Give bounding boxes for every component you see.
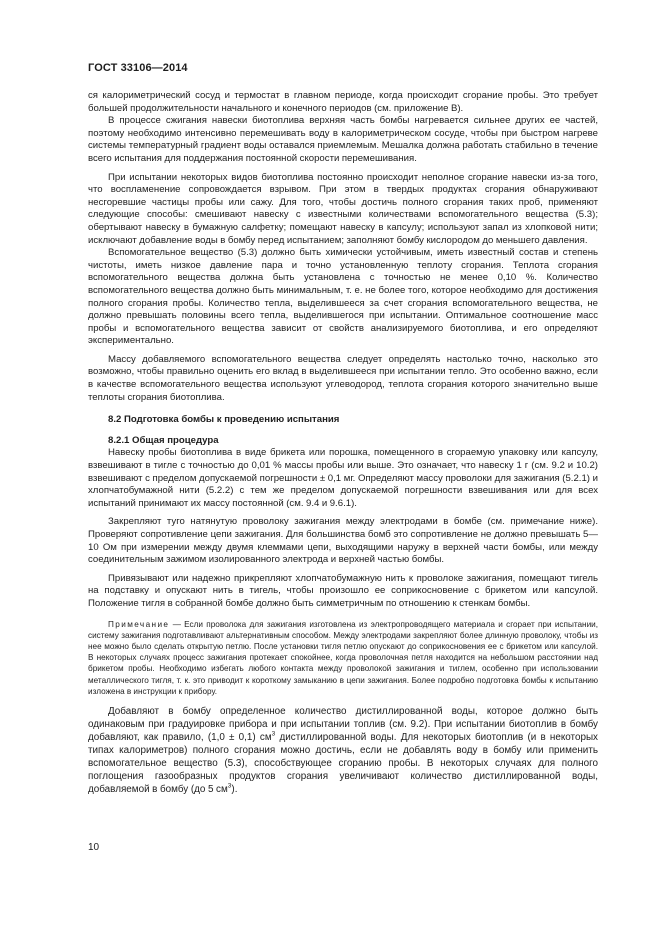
paragraph-distilled-water xyxy=(88,705,598,796)
section-heading-8-2-1: 8.2.1 Общая процедура xyxy=(108,434,219,446)
superscript-cubic-2: 3 xyxy=(227,782,232,790)
paragraph-stirring: В процессе сжигания навески биотоплива верхняя часть бомбы нагревается сильнее других ее частей, поэтому необходимо интенсивно перемешивать воду в калориметрическом сосуде, чтобы при быстром нагреве системы температурный градиент воды оставался приемлемым. Мешалка должна работать стабильно в течение всего испытания для поддержания постоянной скорости перемешивания. xyxy=(88,115,598,164)
paragraph-auxiliary-mass: Массу добавляемого вспомогательного вещества следует определять настолько точно, насколько это возможно, чтобы правильно оценить его вклад в выделившееся при испытании тепло. Это особенно важно, если в качестве вспомогательного вещества используют углеводород, теплота сгорания которого значительно выше теплоты сгорания биотоплива. xyxy=(88,353,598,403)
paragraph-sample-weighing: Навеску пробы биотоплива в виде брикета или порошка, помещенного в сгораемую упаковку или капсулу, взвешивают в тигле с точностью до 0,01 % массы пробы или выше. Это означает, что навеску 1 г (см. 9.2 и 10.2) взвешивают с пределом допускаемой погрешности ± 0,1 мг. Определяют массу проволоки для зажигания (5.2.1) и хлопчатобумажной нити (5.2.2) с тем же пределом допускаемой погрешности взвешивания или для всех испытаний принимают их массу постоянной (см. 9.4 и 9.6.1). xyxy=(88,447,598,509)
paragraph-continuation: ся калориметрический сосуд и термостат в главном периоде, когда происходит сгорание пробы. Это требует большей продолжительности начального и конечного периодов (см. приложение В). xyxy=(88,90,598,114)
paragraph-distilled-water-part-c: ). xyxy=(231,783,238,795)
paragraph-ignition-wire: Закрепляют туго натянутую проволоку зажигания между электродами в бомбе (см. примечание ниже). Проверяют сопротивление цепи зажигания. Для большинства бомб это сопротивление не должно превышать 5—10 Ом при измерении между двумя клеммами цепи, выходящими наружу в верхней части бомбы, или между соединительным зажимом изолированного электрода и верхней частью бомбы. xyxy=(88,516,598,566)
paragraph-distilled-water-part-a: Добавляют в бомбу определенное количество дистиллированной воды, которое должно быть одинаковым при градуировке прибора и при испытании топлив (см. 9.2). При испытании биотоплив в бомбу добавляют, как правило, (1,0 ± 0,1) см xyxy=(88,705,598,743)
superscript-cubic: 3 xyxy=(271,730,276,738)
paragraph-auxiliary-substance: Вспомогательное вещество (5.3) должно быть химически устойчивым, иметь известный состав и степень чистоты, иметь низкое давление пара и точно установленную теплоту сгорания. Теплота сгорания вспомогательного вещества должна быть установлена с точностью не менее 0,10 %. Количество вспомогательного вещества должно быть минимальным, т. е. не более того, которое необходимо для достижения полного сгорания пробы. Количество тепла, выделившееся за счет сгорания вспомогательного вещества, не должно превышать половины всего тепла, выделившегося при испытании. Оптимальное соотношение масс пробы и вспомогательного вещества зависит от свойств анализируемого биотоплива, и его определяют экспериментально. xyxy=(88,247,598,347)
note-text: — Если проволока для зажигания изготовлена из электропроводящего материала и сгорает при испытании, систему зажигания подготавливают альтернативным способом. Между электродами закрепляют более длинную проволоку, чтобы из нее можно было сделать открытую петлю. После установки тигля петлю опускают до соприкосновения ее с брикетом или капсулой. В некоторых случаях процесс зажигания протекает спокойнее, когда проволочная петля находится на небольшом расстоянии над брикетом пробы. Необходимо избегать любого контакта между проволокой зажигания и тиглем, особенно при использовании металлического тигля, т. к. это приводит к короткому замыканию в цепи зажигания. Более подробно подготовка бомбы к испытанию изложена в инструкции к прибору. xyxy=(88,619,598,696)
document-header: ГОСТ 33106—2014 xyxy=(88,62,188,74)
paragraph-cotton-thread: Привязывают или надежно прикрепляют хлопчатобумажную нить к проволоке зажигания, помещают тигель на подставку и опускают нить в тигель, чтобы произошло ее соприкосновение с брикетом или капсулой. Положение тигля в собранной бомбе должно быть симметричным по отношению к стенкам бомбы. xyxy=(88,572,598,609)
document-body xyxy=(88,90,598,796)
section-heading-8-2: 8.2 Подготовка бомбы к проведению испытания xyxy=(108,414,340,426)
page-number: 10 xyxy=(88,842,100,853)
note-label: Примечание xyxy=(108,619,170,629)
paragraph-incomplete-combustion: При испытании некоторых видов биотоплива постоянно происходит неполное сгорание навески из-за того, что воспламенение сопровождается взрывом. При этом в твердых продуктах сгорания обнаруживают несгоревшие частицы пробы или сажу. Для того, чтобы достичь полного сгорания таких проб, применяют следующие способы: смешивают навеску с известными количествами вспомогательного вещества (5.3); обертывают навеску в бумажную салфетку; помещают навеску в капсулу; используют запал из хлопковой нити; исключают добавление воды в бомбу перед испытанием; заполняют бомбу кислородом до меньшего давления. xyxy=(88,171,598,246)
paragraph-distilled-water-part-b: дистиллированной воды. Для некоторых биотоплив (и в некоторых типах калориметров) полного сгорания можно достичь, если не добавлять воду в бомбу или применить вспомогательное вещество (5.3), способствующее сгоранию пробы. В некоторых случаях для полного поглощения газообразных продуктов сгорания увеличивают количество дистиллированной воды, добавляемой в бомбу (до 5 см xyxy=(88,731,598,795)
note-block xyxy=(88,619,598,697)
